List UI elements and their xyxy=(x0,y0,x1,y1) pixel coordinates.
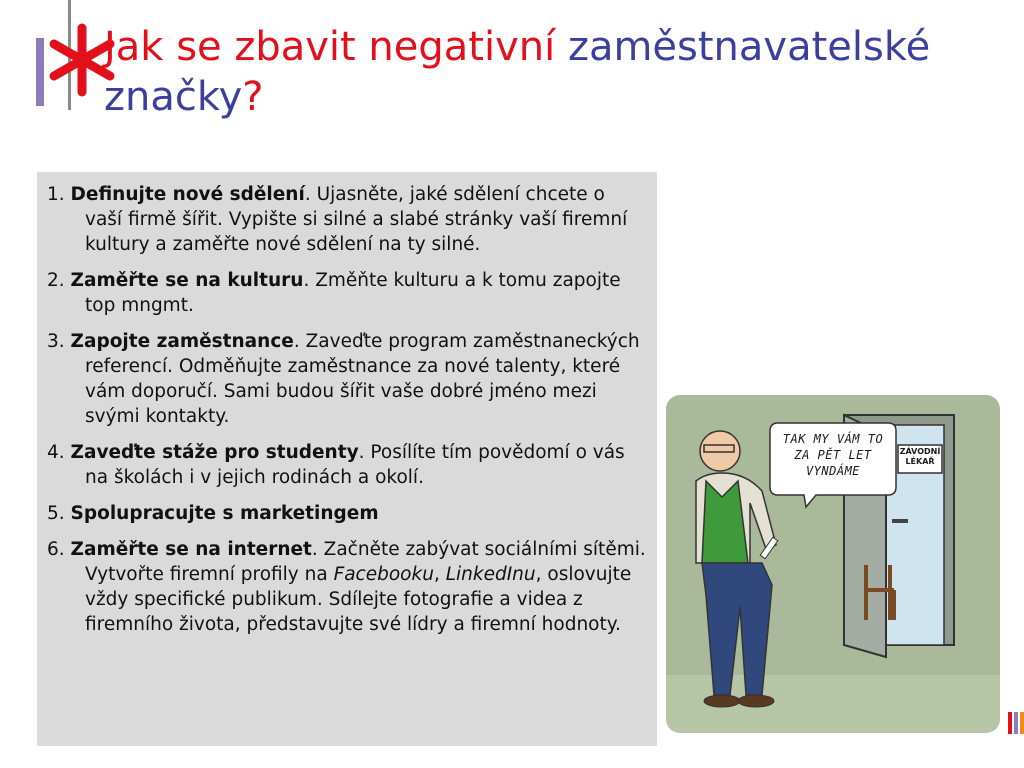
content-box xyxy=(37,172,657,746)
item-emphasis-facebook: Facebooku xyxy=(333,564,434,585)
item-number: 3. xyxy=(47,331,65,352)
list-item xyxy=(47,268,647,318)
item-text: , oslovujte vždy specifické publikum. Sdílejte fotografie a videa z firemního života, představujte své lídry a firemní hodnoty. xyxy=(85,564,632,635)
list-item xyxy=(47,501,647,526)
tips-list xyxy=(47,182,647,637)
logo-bar xyxy=(36,38,44,106)
item-heading: Spolupracujte s marketingem xyxy=(70,503,379,524)
item-heading: Zapojte zaměstnance xyxy=(70,331,294,352)
page-title xyxy=(104,22,1004,122)
item-text: . Zaveďte program zaměstnaneckých referencí. Odměňujte zaměstnance za nové talenty, které vám doporučí. Sami budou šířit vaše dobré jméno mezi svými kontakty. xyxy=(85,331,640,427)
item-heading: Zaměřte se na kulturu xyxy=(70,270,304,291)
item-heading: Zaměřte se na internet xyxy=(70,539,312,560)
speech-bubble-text: TAK MY VÁM TO ZA PĚT LET VYNDÁME xyxy=(782,432,884,478)
list-item xyxy=(47,537,647,637)
cartoon-illustration xyxy=(666,395,1000,733)
list-item xyxy=(47,329,647,429)
item-number: 6. xyxy=(47,539,65,560)
item-emphasis-linkedin: LinkedInu xyxy=(445,564,536,585)
item-text: . Ujasněte, jaké sdělení chcete o vaší firmě šířit. Vypište si silné a slabé stránky vaší firemní kultury a zaměřte nové sdělení na ty silné. xyxy=(85,184,628,255)
item-heading: Definujte nové sdělení xyxy=(70,184,305,205)
item-heading: Zaveďte stáže pro studenty xyxy=(70,442,359,463)
item-text: . Posílíte tím povědomí o vás na školách i v jejich rodinách a okolí. xyxy=(85,442,625,488)
corner-mark-purple xyxy=(1014,712,1018,734)
item-number: 2. xyxy=(47,270,65,291)
door-sign-text: ZÁVODNÍ LÉKAŘ xyxy=(899,447,941,466)
item-number: 5. xyxy=(47,503,65,524)
title-part-blue: zaměstnavatelské značky xyxy=(104,24,931,120)
list-item xyxy=(47,440,647,490)
item-text: . Začněte zabývat sociálními sítěmi. Vytvořte firemní profily na xyxy=(85,539,646,585)
list-item xyxy=(47,182,647,257)
title-question-mark: ? xyxy=(242,74,264,120)
item-text: . Změňte kulturu a k tomu zapojte top mngmt. xyxy=(85,270,621,316)
logo xyxy=(28,0,108,110)
item-separator: , xyxy=(433,564,446,585)
corner-decoration xyxy=(1008,712,1024,734)
item-number: 1. xyxy=(47,184,65,205)
item-number: 4. xyxy=(47,442,65,463)
corner-mark-orange xyxy=(1020,712,1024,734)
corner-mark-red xyxy=(1008,712,1012,734)
title-part-red: Jak se zbavit negativní xyxy=(104,24,568,70)
